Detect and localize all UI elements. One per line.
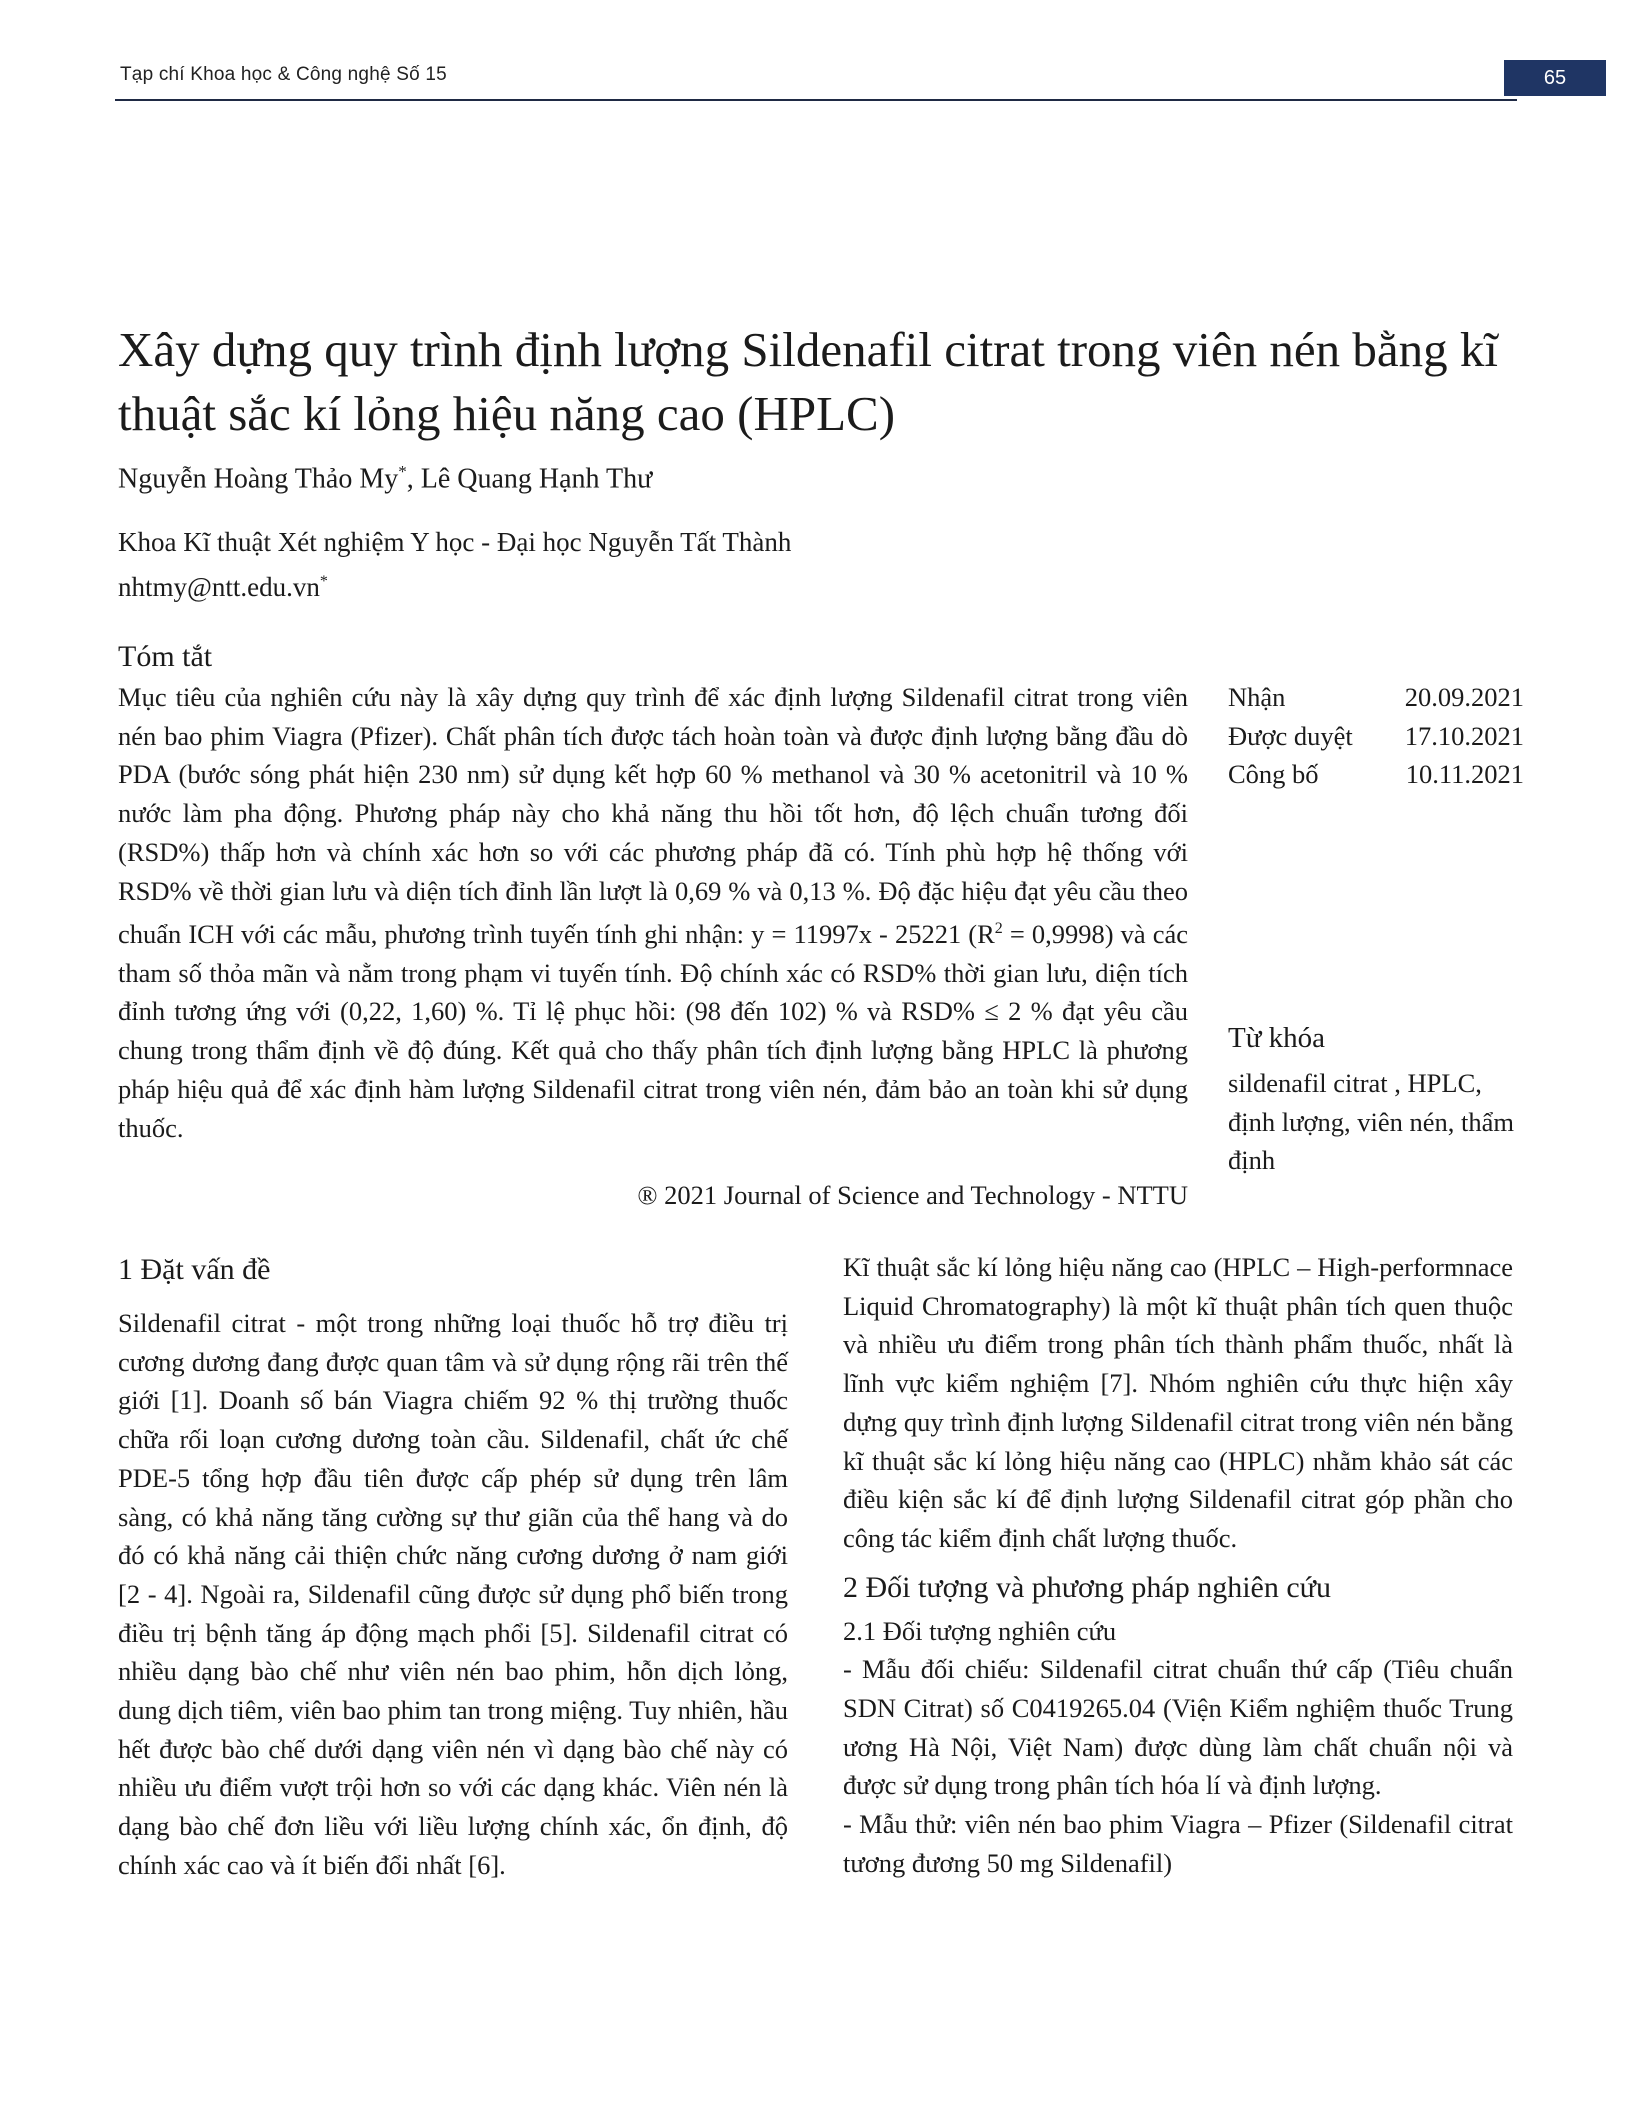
section-heading: 2 Đối tượng và phương pháp nghiên cứu (843, 1570, 1331, 1604)
list-item: - Mẫu thử: viên nén bao phim Viagra – Pfizer (Sildenafil citrat tương đương 50 mg Sildenafil) (843, 1809, 1513, 1878)
section-heading: 1 Đặt vấn đề (118, 1253, 271, 1286)
abstract-part: = 0,9998) và các tham số thỏa mãn và nằm trong phạm vi tuyến tính. Độ chính xác có RSD% thời gian lưu, diện tích đỉnh tương ứng với (0,22, 1,60) %. Tỉ lệ phục hồi: (98 đến 102) % và RSD% ≤ 2 % đạt yêu cầu chung trong thẩm định về độ đúng. Kết quả cho thấy phân tích định lượng bằng HPLC là phương pháp hiệu quả để xác định hàm lượng Sildenafil citrat trong viên nén, đảm bảo an toàn khi sử dụng thuốc. (118, 919, 1188, 1143)
date-row (1228, 717, 1524, 756)
corresponding-mark: * (398, 462, 407, 481)
date-row (1228, 678, 1524, 717)
date-row (1228, 755, 1524, 794)
affiliation-block (118, 522, 791, 607)
author-name: Nguyễn Hoàng Thảo My (118, 463, 399, 495)
email-mark: * (319, 573, 328, 590)
date-label: Công bố (1228, 759, 1319, 790)
list-item: - Mẫu đối chiếu: Sildenafil citrat chuẩn thứ cấp (Tiêu chuẩn SDN Citrat) số C0419265.04 (Viện Kiểm nghiệm thuốc Trung ương Hà Nội, Việt Nam) được dùng làm chất chuẩn nội và được sử dụng trong phân tích hóa lí và định lượng. (843, 1654, 1513, 1801)
date-value: 17.10.2021 (1404, 720, 1524, 751)
email-line (118, 562, 791, 607)
article-dates (1228, 678, 1524, 794)
journal-name: Tạp chí Khoa học & Công nghệ Số 15 (120, 64, 447, 85)
right-column (843, 1248, 1513, 1883)
left-column (118, 1250, 788, 1885)
keywords-heading: Từ khóa (1228, 1022, 1326, 1054)
header-divider (115, 99, 1517, 101)
abstract-heading: Tóm tắt (118, 640, 213, 673)
page-number-badge: 65 (1504, 60, 1606, 96)
copyright-line: ® 2021 Journal of Science and Technology - NTTU (637, 1180, 1188, 1210)
author-separator: , (406, 463, 421, 495)
superscript: 2 (994, 920, 1003, 938)
body-paragraph: Sildenafil citrat - một trong những loại thuốc hỗ trợ điều trị cương dương đang được quan tâm và sử dụng rộng rãi trên thế giới [1]. Doanh số bán Viagra chiếm 92 % thị trường thuốc chữa rối loạn cương dương toàn cầu. Sildenafil, chất ức chế PDE-5 tổng hợp đầu tiên được cấp phép sử dụng trên lâm sàng, có khả năng tăng cường sự thư giãn của thể hang và do đó có khả năng cải thiện chức năng cương dương ở nam giới [2 - 4]. Ngoài ra, Sildenafil cũng được sử dụng phổ biến trong điều trị bệnh tăng áp động mạch phổi [5]. Sildenafil citrat có nhiều dạng bào chế như viên nén bao phim, hỗn dịch lỏng, dung dịch tiêm, viên bao phim tan trong miệng. Tuy nhiên, hầu hết được bào chế dưới dạng viên nén vì dạng bào chế này có nhiều ưu điểm vượt trội hơn so với các dạng khác. Viên nén là dạng bào chế đơn liều với liều lượng chính xác, ổn định, độ chính xác cao và ít biến đổi nhất [6]. (118, 1308, 788, 1880)
author-line (118, 462, 652, 495)
author-name: Lê Quang Hạnh Thư (420, 463, 653, 495)
date-label: Nhận (1228, 682, 1286, 712)
date-value: 20.09.2021 (1404, 682, 1524, 712)
abstract-part: Mục tiêu của nghiên cứu này là xây dựng quy trình để xác định lượng Sildenafil citrat trong viên nén bao phim Viagra (Pfizer). Chất phân tích được tách hoàn toàn và được định lượng bằng đầu dò PDA (bước sóng phát hiện 230 nm) sử dụng kết hợp 60 % methanol và 30 % acetonitril và 10 % nước làm pha động. Phương pháp này cho khả năng thu hồi tốt hơn, độ lệch chuẩn tương đối (RSD%) thấp hơn và chính xác hơn so với các phương pháp đã có. Tính phù hợp hệ thống với RSD% về thời gian lưu và diện tích đỉnh lần lượt là 0,69 % và 0,13 %. Độ đặc hiệu đạt yêu cầu theo chuẩn ICH với các mẫu, phương trình tuyến tính ghi nhận: y = 11997x - 25221 (R (118, 682, 1188, 950)
body-paragraph: Kĩ thuật sắc kí lỏng hiệu năng cao (HPLC – High-performnace Liquid Chromatography) là một kĩ thuật phân tích quen thuộc và nhiều ưu điểm trong phân tích thành phẩm thuốc, nhất là lĩnh vực kiểm nghiệm [7]. Nhóm nghiên cứu thực hiện xây dựng quy trình định lượng Sildenafil citrat trong viên nén bằng kĩ thuật sắc kí lỏng hiệu năng cao (HPLC) nhằm khảo sát các điều kiện sắc kí để định lượng Sildenafil citrat góp phần cho công tác kiểm định chất lượng thuốc. (843, 1252, 1513, 1553)
article-title: Xây dựng quy trình định lượng Sildenafil citrat trong viên nén bằng kĩ thuật sắc kí lỏng hiệu năng cao (HPLC) (118, 322, 1499, 441)
date-label: Được duyệt (1228, 720, 1353, 751)
email: nhtmy@ntt.edu.vn (118, 572, 320, 602)
keywords-text: sildenafil citrat , HPLC, định lượng, viên nén, thẩm định (1228, 1068, 1514, 1176)
affiliation: Khoa Kĩ thuật Xét nghiệm Y học - Đại học Nguyễn Tất Thành (118, 527, 792, 557)
abstract-text (118, 678, 1188, 1147)
subsection-heading: 2.1 Đối tượng nghiên cứu (843, 1615, 1117, 1646)
date-value: 10.11.2021 (1405, 759, 1524, 790)
